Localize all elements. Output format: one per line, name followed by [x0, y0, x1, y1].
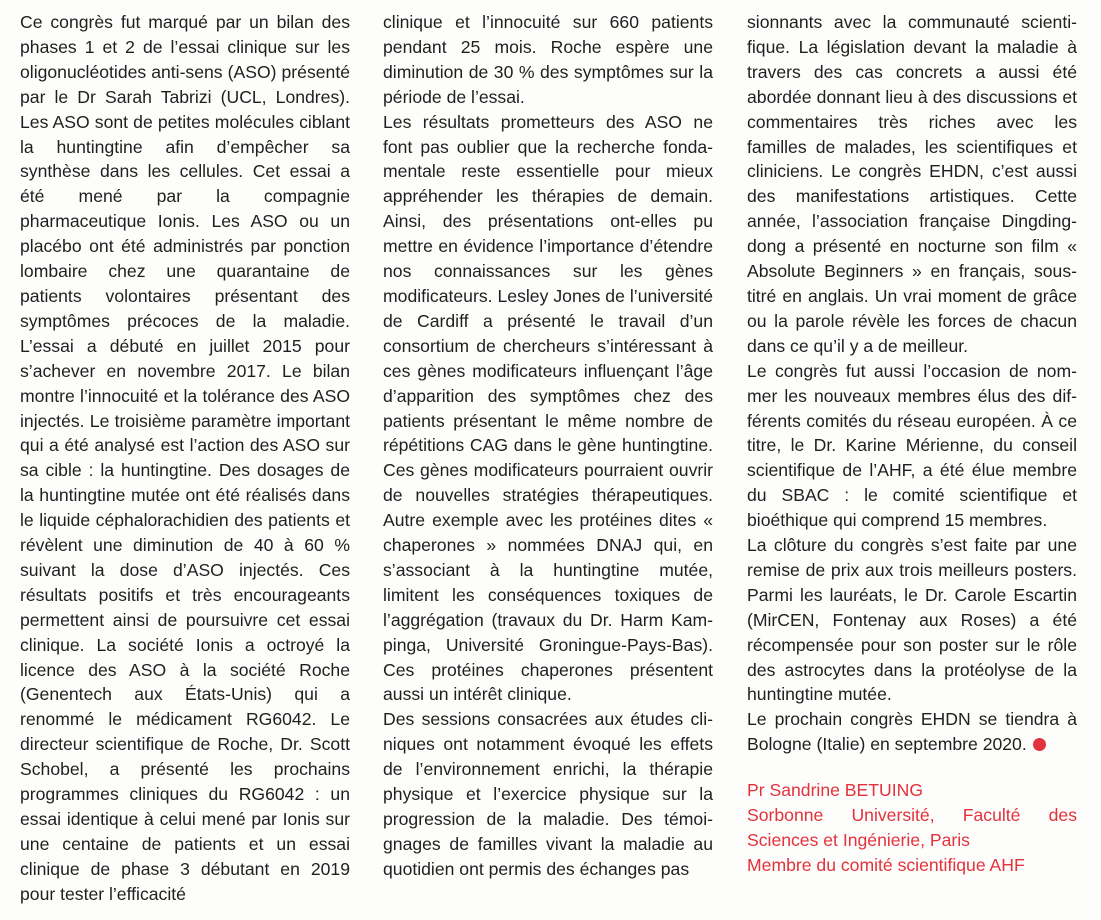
article-column-1	[20, 10, 350, 907]
paragraph: clinique et l’innocuité sur 660 patients pendant 25 mois. Roche espère une diminution de 30 % des symptômes sur la période de l’essai.	[383, 12, 713, 107]
author-role: Membre du comité scientifique AHF	[747, 854, 1025, 875]
final-paragraph	[747, 707, 1077, 757]
final-paragraph-text: Le prochain congrès EHDN se tiendra à Bologne (Italie) en septembre 2020.	[747, 709, 1077, 755]
article-column-2	[383, 10, 713, 882]
paragraph: La clôture du congrès s’est faite par une remise de prix aux trois meilleurs posters. Parmi les lauréats, le Dr. Carole Escartin (MirCEN, Fontenay aux Roses) a été récompensée pour son poster sur le rôle des astrocytes dans la protéolyse de la huntingtine mutée.	[747, 535, 1077, 705]
paragraph: Ce congrès fut marqué par un bilan des phases 1 et 2 de l’essai clinique sur les oligonucléotides anti-sens (ASO) présenté par le Dr Sarah Tabrizi (UCL, Londres). Les ASO sont de petites molécules ciblant la huntingtine afin d’empêcher sa synthèse dans les cellules. Cet essai a été mené par la compagnie pharmaceutique Ionis. Les ASO ou un placébo ont été administrés par ponction lombaire chez une quarantaine de patients volontaires présentant des symptômes précoces de la maladie. L’essai a débuté en juillet 2015 pour s’achever en novembre 2017. Le bilan montre l’innocuité et la tolérance des ASO injectés. Le troisième paramètre important qui a été analysé est l’action des ASO sur sa cible : la huntingtine. Des dosages de la huntingtine mutée ont été réalisés dans le liquide céphalorachidien des patients et révèlent une diminution de 40 à 60 % suivant la dose d’ASO injectés. Ces résultats positifs et très encourageants permettent ainsi de poursuivre cet essai clinique. La société Ionis a octroyé la licence des ASO à la société Roche (Genentech aux États-Unis) qui a renommé le médicament RG6042. Le directeur scientifique de Roche, Dr. Scott Schobel, a présenté les prochains programmes cliniques du RG6042 : un essai identique à celui mené par Ionis sur une centaine de patients et un essai clinique de phase 3 débutant en 2019 pour tester l’efficacité	[20, 12, 350, 904]
paragraph: Les résultats prometteurs des ASO ne font pas oublier que la recherche fondamentale reste essentielle pour mieux appréhender les thérapies de demain. Ainsi, des présentations ont-elles pu mettre en évidence l’importance d’étendre nos connaissances sur les gènes modificateurs. Lesley Jones de l’université de Cardiff a présenté le travail d’un consortium de chercheurs s’intéressant à ces gènes modificateurs influençant l’âge d’apparition des symptômes chez des patients présentant le même nombre de répétitions CAG dans le gène huntingtine. Ces gènes modificateurs pourraient ouvrir de nouvelles stratégies thérapeutiques. Autre exemple avec les protéines dites « chaperones » nommées DNAJ qui, en s’associant à la huntingtine mutée, limitent les conséquences toxiques de l’aggrégation (travaux du Dr. Harm Kampinga, Université Groningue-Pays-Bas). Ces protéines chaperones présentent aussi un intérêt clinique.	[383, 111, 713, 705]
author-affiliation-line-2: Sciences et Ingénierie, Paris	[747, 830, 970, 850]
article-column-3	[747, 10, 1077, 878]
author-signature	[747, 778, 1077, 878]
author-affiliation-line-1: Sorbonne Université, Faculté des	[747, 805, 1077, 826]
paragraph: sionnants avec la communauté scientifique. La législation devant la maladie à travers des cas concrets a aussi été abordée donnant lieu à des discussions et commentaires très riches avec les familles de malades, les scientifiques et cliniciens. Le congrès EHDN, c’est aussi des manifestations artistiques. Cette année, l’association française Dingdingdong a présenté en nocturne son film « Absolute Beginners » en français, sous-titré en anglais. Un vrai moment de grâce ou la parole révèle les forces de chacun dans ce qu’il y a de meilleur.	[747, 12, 1077, 356]
end-of-article-dot-icon	[1033, 738, 1046, 751]
paragraph: Le congrès fut aussi l’occasion de nommer les nouveaux membres élus des différents comités du réseau européen. À ce titre, le Dr. Karine Mérienne, du conseil scientifique de l’AHF, a été élue membre du SBAC : le comité scientifique et bioéthique qui comprend 15 membres.	[747, 360, 1077, 531]
paragraph: Des sessions consacrées aux études cliniques ont notamment évoqué les effets de l’environnement enrichi, la thérapie physique et l’exercice physique sur la progression de la maladie. Des témoignages de familles vivant la maladie au quotidien ont permis des échanges pas	[383, 709, 713, 879]
author-name: Pr Sandrine BETUING	[747, 780, 923, 801]
